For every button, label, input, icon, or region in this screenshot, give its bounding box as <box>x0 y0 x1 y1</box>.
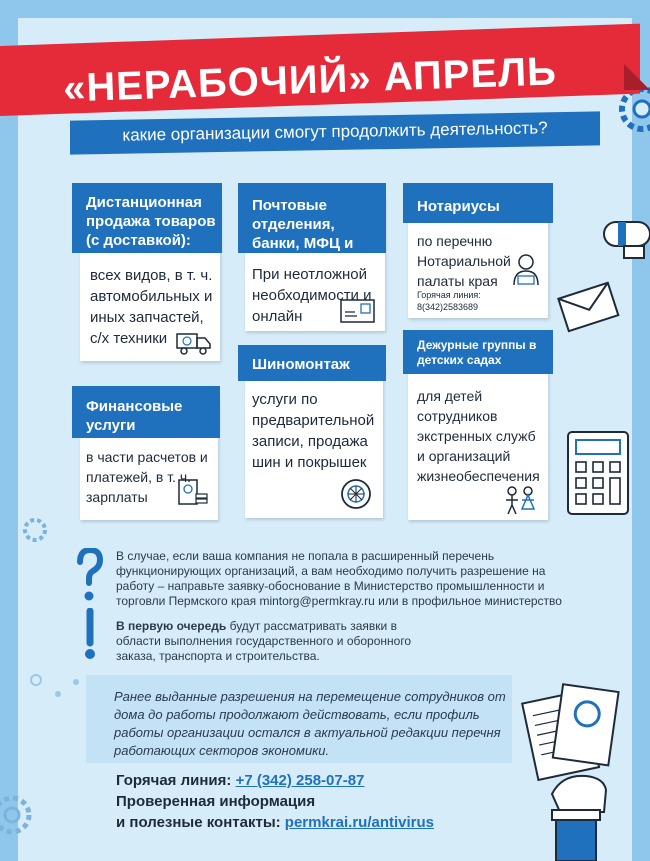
calculator-icon <box>566 430 632 518</box>
card-notary-body: по перечню Нотариальной палаты края <box>417 233 511 289</box>
footer-contacts <box>116 812 536 833</box>
notary-person-icon <box>510 252 542 286</box>
page-title: «НЕРАБОЧИЙ» АПРЕЛЬ <box>62 49 558 111</box>
note-text: Ранее выданные разрешения на перемещение сотрудников от дома до работы продолжают действовать, если профиль работы организации остался в актуальной редакции перечня работающих секторов экономики. <box>114 689 506 758</box>
notary-hotline-label: Горячая линия: <box>417 290 481 300</box>
notary-hotline <box>417 289 517 313</box>
envelope-icon <box>556 278 620 334</box>
children-icon <box>500 484 540 516</box>
wheel-icon <box>340 478 372 510</box>
card-notary-head: Нотариусы <box>403 183 553 223</box>
card-post-head: Почтовые отделения, банки, МФЦ и салоны связи <box>238 183 386 253</box>
question-mark-icon <box>76 548 104 604</box>
footer-contacts-label: и полезные контакты: <box>116 814 285 831</box>
card-post-body: При неотложной необходимости и онлайн <box>252 266 372 325</box>
info-priority-text: будут рассматривать заявки в области выполнения государственного и оборонного заказа, транспорта и строительства. <box>116 619 412 663</box>
card-tires-body: услуги по предварительной записи, продажа шин и покрышек <box>252 391 375 471</box>
money-document-icon <box>177 478 209 508</box>
card-distance-body: всех видов, в т. ч. автомобильных и иных запчастей, с/х техники <box>90 267 213 347</box>
card-kindergarten-head: Дежурные группы в детских садах <box>403 330 553 374</box>
footer-hotline-number[interactable]: +7 (342) 258-07-87 <box>235 772 365 789</box>
info-priority <box>116 619 416 664</box>
footer-contacts-link[interactable]: permkrai.ru/antivirus <box>284 814 435 831</box>
hand-documents-icon <box>512 676 632 861</box>
card-distance-head: Дистанционная продажа товаров (с доставкой): <box>72 183 222 253</box>
gear-icon <box>20 515 50 545</box>
card-kindergarten-body: для детей сотрудников экстренных служб и организаций жизнеобеспечения <box>417 388 540 484</box>
card-finance-body: в части расчетов и платежей, в т. ч. зарплаты <box>86 449 208 505</box>
card-tires-head: Шиномонтаж <box>238 345 386 381</box>
page-subtitle: какие организации смогут продолжить деятельность? <box>122 118 548 145</box>
exclamation-mark-icon <box>80 608 100 662</box>
footer-hotline <box>116 770 536 791</box>
notary-hotline-number: 8(342)2583689 <box>417 302 479 312</box>
gear-icon <box>0 790 40 840</box>
info-question-text: В случае, если ваша компания не попала в расширенный перечень функционирующих организаций, а вам необходимо получить разрешение на работу – направьте заявку-обоснование в Министерство промышленности и торговли Пермского края mintorg@permkray.ru или в профильное министерство <box>116 549 562 608</box>
info-priority-bold: В первую очередь <box>116 619 227 633</box>
card-finance-head: Финансовые услуги <box>72 386 220 438</box>
truck-icon <box>176 330 212 356</box>
post-card-icon <box>340 298 376 324</box>
footer-hotline-label: Горячая линия: <box>116 772 236 789</box>
footer <box>116 770 536 833</box>
pen-icon <box>594 218 650 260</box>
decor-circles <box>28 672 88 712</box>
footer-verified: Проверенная информация <box>116 793 316 810</box>
ribbon-fold <box>624 64 650 90</box>
